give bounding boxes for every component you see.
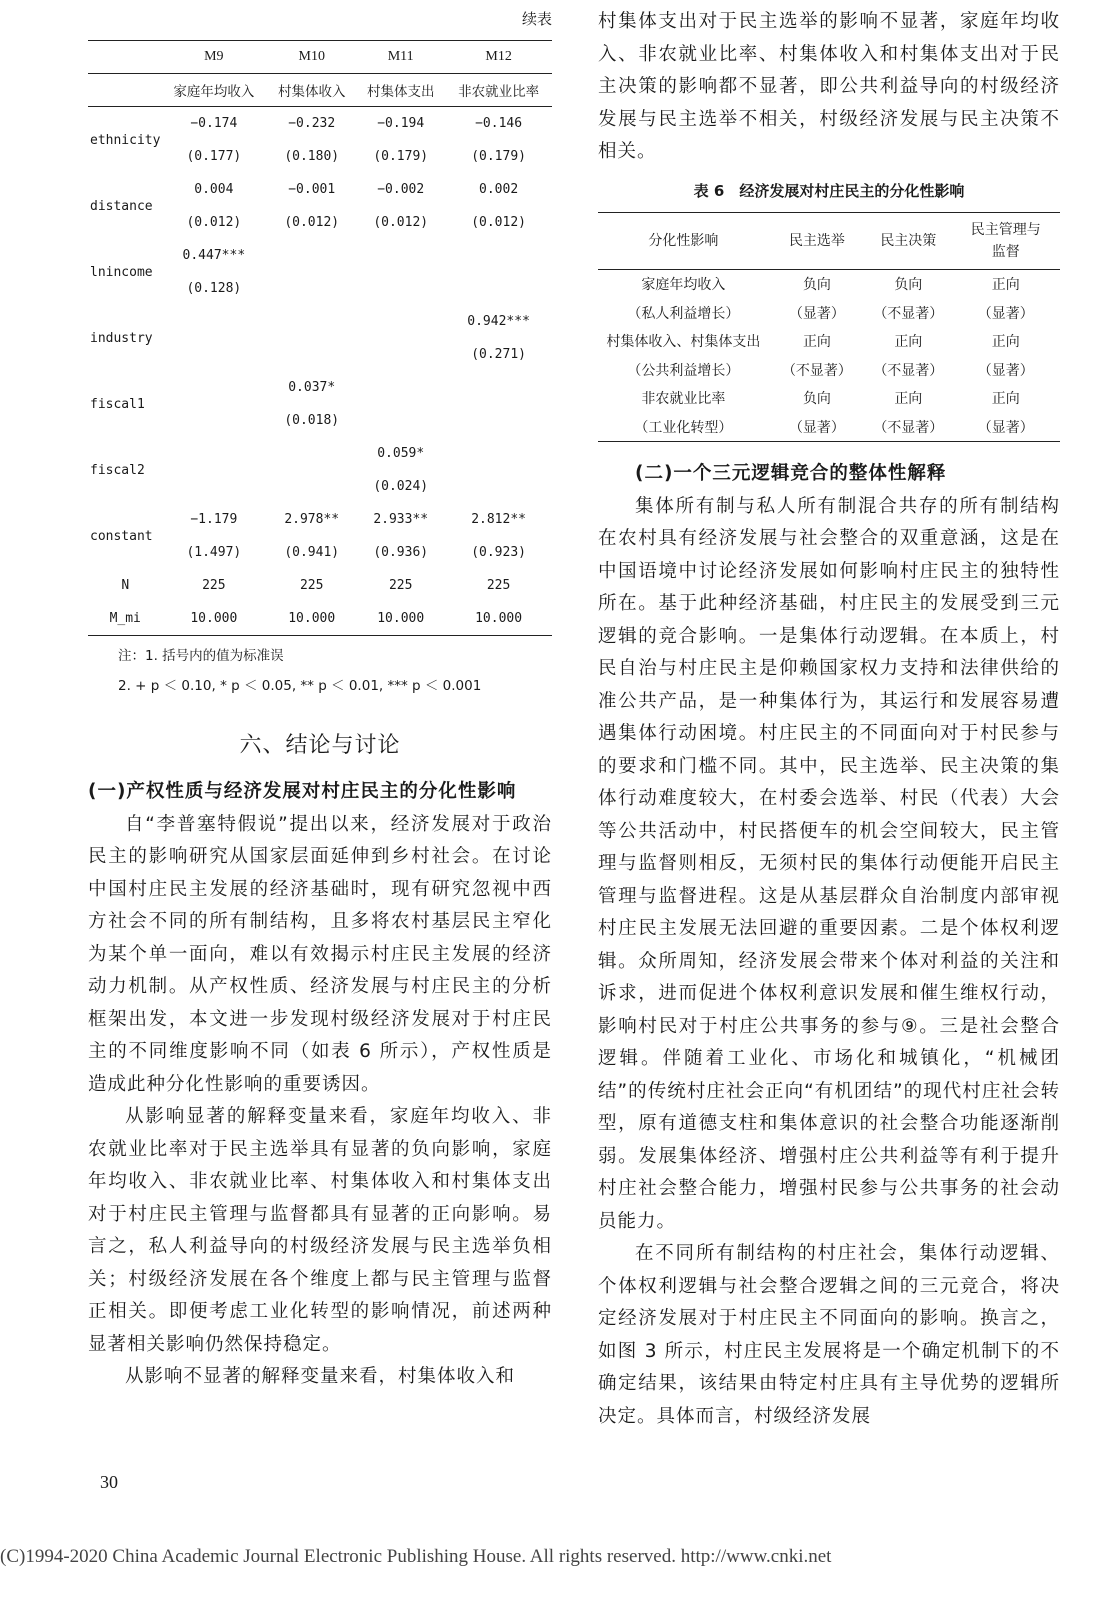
- se-cell: (0.941): [284, 545, 340, 560]
- table-row-mmi: [88, 602, 552, 636]
- subheading-2: (二)一个三元逻辑竞合的整体性解释: [635, 463, 947, 484]
- variable-header-blank: [88, 41, 160, 74]
- coef-cell: [445, 437, 552, 470]
- coef-cell: −1.179: [190, 512, 238, 527]
- table6-direction: 负向: [894, 277, 923, 294]
- se-cell: (0.012): [186, 215, 242, 230]
- model-header-row: [88, 41, 552, 74]
- n-cell: 225: [299, 578, 324, 593]
- table-row: [88, 437, 552, 470]
- se-cell: [160, 470, 267, 503]
- table-row: [598, 270, 1060, 299]
- coef-cell: [356, 371, 445, 404]
- paragraph: 村集体支出对于民主选举的影响不显著，家庭年均收入、非农就业比率、村集体收入和村集体支出对于民主决策的影响都不显著，即公共利益导向的村级经济发展与民主选举不相关，村级经济发展与民主决策不相关。: [598, 11, 1060, 162]
- se-cell: (0.012): [373, 215, 429, 230]
- paragraph: 在不同所有制结构的村庄社会，集体行动逻辑、个体权利逻辑与社会整合逻辑之间的三元竞合，将决定经济发展对于村庄民主不同面向的影响。换言之，如图 3 所示，村庄民主发展将是一个确定机制下的不确定结果，该结果由特定村庄具有主导优势的逻辑所决定。具体而言，村级经济发展: [598, 1243, 1060, 1427]
- variable-label: fiscal1: [90, 396, 145, 412]
- coef-cell: −0.194: [377, 116, 425, 131]
- table6-significance: （不显著）: [873, 362, 944, 379]
- se-cell: (0.024): [373, 479, 429, 494]
- coef-cell: −0.001: [288, 182, 336, 197]
- coef-cell: 0.037*: [288, 380, 336, 395]
- model-header: M9: [160, 41, 267, 74]
- se-cell: (0.180): [284, 149, 340, 164]
- variable-label: industry: [90, 330, 153, 346]
- copyright-footer: (C)1994-2020 China Academic Journal Electronic Publishing House. All rights reserved. http://www.cnki.net: [0, 1546, 832, 1567]
- se-cell: [160, 404, 267, 437]
- table6-significance: （显著）: [977, 362, 1034, 379]
- table-note-1: 注：1. 括号内的值为标准误: [118, 648, 284, 664]
- coef-cell: 0.447***: [182, 248, 246, 263]
- section-title: 六、结论与讨论: [239, 733, 401, 758]
- right-column-top: [598, 6, 1060, 169]
- page-number: 30: [100, 1472, 118, 1492]
- model-header: M11: [356, 41, 445, 74]
- right-column-body: [598, 458, 1060, 1433]
- table6-header: 分化性影响: [598, 213, 769, 270]
- table-continued-label: 续表: [521, 10, 552, 28]
- table-row: [88, 305, 552, 338]
- model-header: M10: [267, 41, 356, 74]
- table-row: [88, 173, 552, 206]
- mmi-cell: 10.000: [356, 602, 445, 636]
- variable-label: ethnicity: [90, 132, 161, 148]
- variable-label: distance: [90, 198, 153, 214]
- table6-row-name: 非农就业比率: [641, 391, 726, 408]
- coef-cell: [267, 437, 356, 470]
- se-cell: (0.923): [471, 545, 526, 560]
- coef-cell: −0.146: [475, 116, 523, 131]
- coef-cell: [356, 239, 445, 272]
- table6-row-name: 村集体收入、村集体支出: [606, 334, 761, 351]
- n-cell: 225: [202, 578, 226, 593]
- table6-row-sub: （工业化转型）: [598, 413, 769, 442]
- dependent-variable-row: [88, 74, 552, 107]
- table-row: [88, 107, 552, 141]
- table6-significance: （不显著）: [865, 413, 951, 442]
- dep-var-header: 村集体收入: [267, 74, 356, 107]
- se-cell: (0.012): [284, 215, 340, 230]
- table6-significance: （显著）: [788, 305, 845, 322]
- coef-cell: [356, 305, 445, 338]
- se-cell: [356, 272, 445, 305]
- paragraph: 自“李普塞特假说”提出以来，经济发展对于政治民主的影响研究从国家层面延伸到乡村社会。在讨论中国村庄民主发展的经济基础时，现有研究忽视中西方社会不同的所有制结构，且多将农村基层民主窄化为某个单一面向，难以有效揭示村庄民主发展的经济动力机制。从产权性质、经济发展与村庄民主的分析框架出发，本文进一步发现村级经济发展对于村庄民主的不同维度影响不同（如表 6 所示），产权性质是造成此种分化性影响的重要诱因。: [88, 813, 552, 1095]
- table-row: [88, 503, 552, 536]
- table6-direction: 正向: [894, 334, 923, 351]
- se-cell: (1.497): [186, 545, 242, 560]
- dep-var-header: 非农就业比率: [445, 74, 552, 107]
- regression-table: [88, 40, 552, 636]
- table6-header-row: [598, 213, 1060, 270]
- coef-cell: −0.174: [190, 116, 238, 131]
- coef-cell: [267, 305, 356, 338]
- n-cell: 225: [486, 578, 511, 593]
- se-cell: (0.271): [471, 347, 526, 362]
- se-cell: (0.018): [284, 413, 340, 428]
- table-row: [598, 413, 1060, 442]
- coef-cell: −0.232: [288, 116, 336, 131]
- variable-label: fiscal2: [90, 462, 145, 478]
- coef-cell: [160, 371, 267, 404]
- coef-cell: 0.004: [194, 182, 234, 197]
- table6-significance: （显著）: [977, 305, 1034, 322]
- table-row: [598, 327, 1060, 356]
- mmi-cell: 10.000: [267, 602, 356, 636]
- n-cell: 225: [388, 578, 413, 593]
- dep-var-header: 村集体支出: [356, 74, 445, 107]
- se-cell: [267, 272, 356, 305]
- coef-cell: 0.059*: [377, 446, 425, 461]
- se-cell: (0.179): [471, 149, 526, 164]
- table-row: [88, 239, 552, 272]
- coef-cell: 0.002: [479, 182, 519, 197]
- table6-direction: 正向: [991, 334, 1020, 351]
- variable-label: lnincome: [90, 264, 153, 280]
- table6-header: 民主决策: [865, 213, 951, 270]
- table6-direction: 正向: [894, 391, 923, 408]
- coef-cell: [445, 239, 552, 272]
- coef-cell: 2.933**: [373, 512, 429, 527]
- dep-var-header: 家庭年均收入: [160, 74, 267, 107]
- coef-cell: [445, 371, 552, 404]
- variable-label: constant: [90, 528, 153, 544]
- coef-cell: 2.978**: [284, 512, 340, 527]
- table-row: [598, 384, 1060, 413]
- table6-header: 民主选举: [769, 213, 865, 270]
- table6: [598, 212, 1060, 442]
- table-note-2: 2. + p ＜ 0.10, * p ＜ 0.05, ** p ＜ 0.01, *** p ＜ 0.001: [118, 678, 482, 694]
- coef-cell: 0.942***: [467, 314, 530, 329]
- table-row: [598, 299, 1060, 328]
- table6-row-name: 家庭年均收入: [641, 277, 726, 294]
- se-cell: [445, 404, 552, 437]
- se-cell: [356, 338, 445, 371]
- se-cell: [356, 404, 445, 437]
- table6-header: 民主管理与监督: [952, 213, 1061, 270]
- table6-row-sub: （公共利益增长）: [627, 362, 740, 379]
- table6-significance: （不显著）: [781, 362, 852, 379]
- table6-caption: 表 6 经济发展对村庄民主的分化性影响: [693, 182, 965, 200]
- table-row: [598, 356, 1060, 385]
- coef-cell: −0.002: [377, 182, 425, 197]
- se-cell: [160, 338, 267, 371]
- left-column-body: [88, 776, 552, 1394]
- mmi-cell: 10.000: [160, 602, 267, 636]
- variable-label: M_mi: [88, 602, 160, 636]
- se-cell: (0.177): [186, 149, 242, 164]
- table6-significance: （不显著）: [873, 305, 944, 322]
- subheading-1: (一)产权性质与经济发展对村庄民主的分化性影响: [88, 781, 517, 802]
- paragraph: 从影响不显著的解释变量来看，村集体收入和: [125, 1366, 516, 1387]
- table6-direction: 正向: [802, 334, 831, 351]
- se-cell: (0.936): [373, 545, 429, 560]
- variable-label: N: [121, 578, 130, 593]
- table6-direction: 负向: [802, 391, 831, 408]
- se-cell: [267, 470, 356, 503]
- se-cell: [267, 338, 356, 371]
- table6-significance: （显著）: [952, 413, 1061, 442]
- mmi-cell: 10.000: [445, 602, 552, 636]
- table6-significance: （显著）: [769, 413, 865, 442]
- table6-direction: 负向: [802, 277, 831, 294]
- se-cell: (0.128): [186, 281, 242, 296]
- model-header: M12: [445, 41, 552, 74]
- table6-direction: 正向: [991, 391, 1020, 408]
- se-cell: (0.179): [373, 149, 429, 164]
- se-cell: (0.012): [471, 215, 526, 230]
- paragraph: 集体所有制与私人所有制混合共存的所有制结构在农村具有经济发展与社会整合的双重意涵，这是在中国语境中讨论经济发展如何影响村庄民主的独特性所在。基于此种经济基础，村庄民主的发展受到三元逻辑的竞合影响。一是集体行动逻辑。在本质上，村民自治与村庄民主是仰赖国家权力支持和法律供给的准公共产品，是一种集体行为，其运行和发展容易遭遇集体行动困境。村庄民主的不同面向对于村民参与的要求和门槛不同。其中，民主选举、民主决策的集体行动难度较大，在村委会选举、村民（代表）大会等公共活动中，村民搭便车的机会空间较大，民主管理与监督则相反，无须村民的集体行动便能开启民主管理与监督进程。这是从基层群众自治制度内部审视村庄民主发展无法回避的重要因素。二是个体权利逻辑。众所周知，经济发展会带来个体对利益的关注和诉求，进而促进个体权利意识发展和催生维权行动，影响村民对于村庄公共事务的参与⑨。三是社会整合逻辑。伴随着工业化、市场化和城镇化，“机械团结”的传统村庄社会正向“有机团结”的现代村庄社会转型，原有道德支柱和集体意识的社会整合功能逐渐削弱。发展集体经济、增强村庄公共利益等有利于提升村庄社会整合能力，增强村民参与公共事务的社会动员能力。: [598, 495, 1060, 1232]
- coef-cell: [160, 437, 267, 470]
- table-row: [88, 371, 552, 404]
- coef-cell: [160, 305, 267, 338]
- table6-direction: 正向: [991, 277, 1020, 294]
- coef-cell: [267, 239, 356, 272]
- table6-row-sub: （私人利益增长）: [627, 305, 740, 322]
- coef-cell: 2.812**: [471, 512, 526, 527]
- se-cell: [445, 470, 552, 503]
- table-row-n: [88, 569, 552, 602]
- paragraph: 从影响显著的解释变量来看，家庭年均收入、非农就业比率对于民主选举具有显著的负向影响，家庭年均收入、非农就业比率、村集体收入和村集体支出对于村庄民主管理与监督都具有显著的正向影响。易言之，私人利益导向的村级经济发展与民主选举负相关；村级经济发展在各个维度上都与民主管理与监督正相关。即便考虑工业化转型的影响情况，前述两种显著相关影响仍然保持稳定。: [88, 1106, 552, 1355]
- se-cell: [445, 272, 552, 305]
